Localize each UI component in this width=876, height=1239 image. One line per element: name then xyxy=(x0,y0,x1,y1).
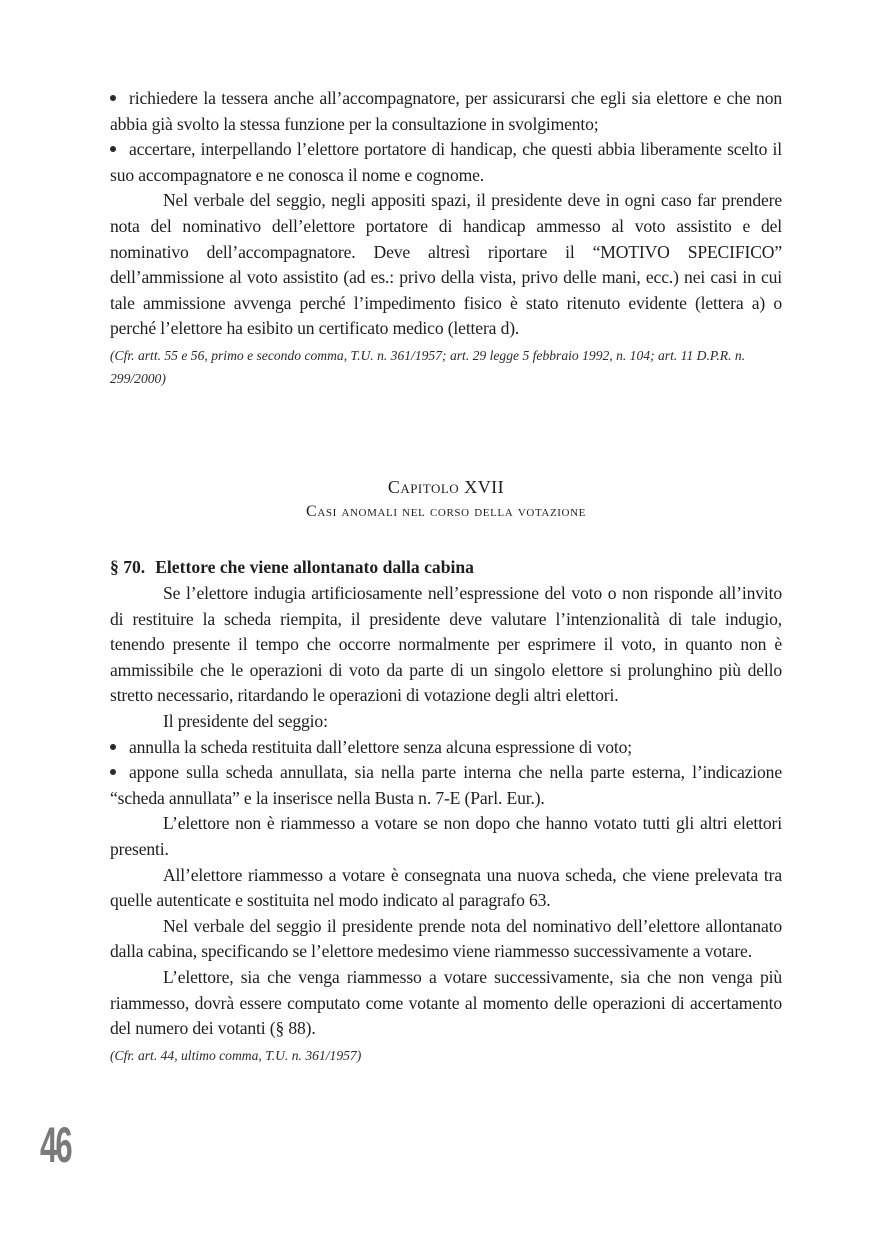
chapter-title: Casi anomali nel corso della votazione xyxy=(306,503,586,520)
top-text-block xyxy=(110,86,782,390)
paragraph: Nel verbale del seggio il presidente prende nota del nominativo dell’elettore allontanato dalla cabina, specificando se l’elettore medesimo viene riammesso successivamente a votare. xyxy=(110,915,782,962)
bullet-text: richiedere la tessera anche all’accompagnatore, per assicurarsi che egli sia elettore e che non abbia già svolto la stessa funzione per la consultazione in svolgimento; xyxy=(110,88,782,134)
paragraph: L’elettore, sia che venga riammesso a votare successivamente, sia che non venga più riammesso, dovrà essere computato come votante al momento delle operazioni di accertamento del numero dei votanti (§ 88). xyxy=(110,966,782,1039)
bullet-item xyxy=(110,735,782,761)
paragraph: All’elettore riammesso a votare è consegnata una nuova scheda, che viene prelevata tra quelle autenticate e sostituita nel modo indicato al paragrafo 63. xyxy=(110,864,782,911)
citation: (Cfr. artt. 55 e 56, primo e secondo comma, T.U. n. 361/1957; art. 29 legge 5 febbraio 1992, n. 104; art. 11 D.P.R. n. 299/2000) xyxy=(110,347,746,386)
paragraph: Nel verbale del seggio, negli appositi spazi, il presidente deve in ogni caso far prendere nota del nominativo dell’elettore portatore di handicap ammesso al voto assistito e del nominativo dell’accompagnatore. Deve altresì riportare il “MOTIVO SPECIFICO” dell’ammissione al voto assistito (ad es.: privo della vista, privo delle mani, ecc.) nei casi in cui tale ammissione avvenga perché l’impedimento fisico è stato ritenuto evidente (lettera a) o perché l’elettore ha esibito un certificato medico (lettera d). xyxy=(110,190,782,339)
bullet-item xyxy=(110,760,782,811)
paragraph: L’elettore non è riammesso a votare se non dopo che hanno votato tutti gli altri elettori presenti. xyxy=(110,813,782,859)
citation: (Cfr. art. 44, ultimo comma, T.U. n. 361/1957) xyxy=(110,1047,362,1063)
bullet-icon xyxy=(110,769,116,775)
bullet-text: annulla la scheda restituita dall’elettore senza alcuna espressione di voto; xyxy=(129,736,633,757)
section-number: § 70. xyxy=(110,557,146,577)
bullet-icon xyxy=(110,744,116,750)
paragraph: Il presidente del seggio: xyxy=(163,710,328,731)
bullet-item xyxy=(110,86,782,137)
bullet-text: appone sulla scheda annullata, sia nella parte interna che nella parte esterna, l’indicazione “scheda annullata” e la inserisce nella Busta n. 7-E (Parl. Eur.). xyxy=(110,762,782,808)
page-number: 46 xyxy=(40,1117,71,1173)
paragraph: Se l’elettore indugia artificiosamente nell’espressione del voto o non risponde all’invito di restituire la scheda riempita, il presidente deve valutare l’intenzionalità di tale indugio, tenendo presente il tempo che occorre normalmente per esprimere il voto, in quanto non è ammissibile che le operazioni di voto da parte di un singolo elettore si prolunghino più dello stretto necessario, ritardando le operazioni di votazione degli altri elettori. xyxy=(110,583,782,706)
chapter-header xyxy=(110,476,782,523)
section-heading xyxy=(110,556,782,578)
section-70 xyxy=(110,556,782,1067)
bullet-icon xyxy=(110,95,116,101)
bullet-item xyxy=(110,137,782,188)
bullet-icon xyxy=(110,146,116,152)
bullet-text: accertare, interpellando l’elettore portatore di handicap, che questi abbia liberamente scelto il suo accompagnatore e ne conosca il nome e cognome. xyxy=(110,139,782,185)
chapter-number: Capitolo XVII xyxy=(387,477,505,497)
section-title: Elettore che viene allontanato dalla cabina xyxy=(155,557,474,577)
